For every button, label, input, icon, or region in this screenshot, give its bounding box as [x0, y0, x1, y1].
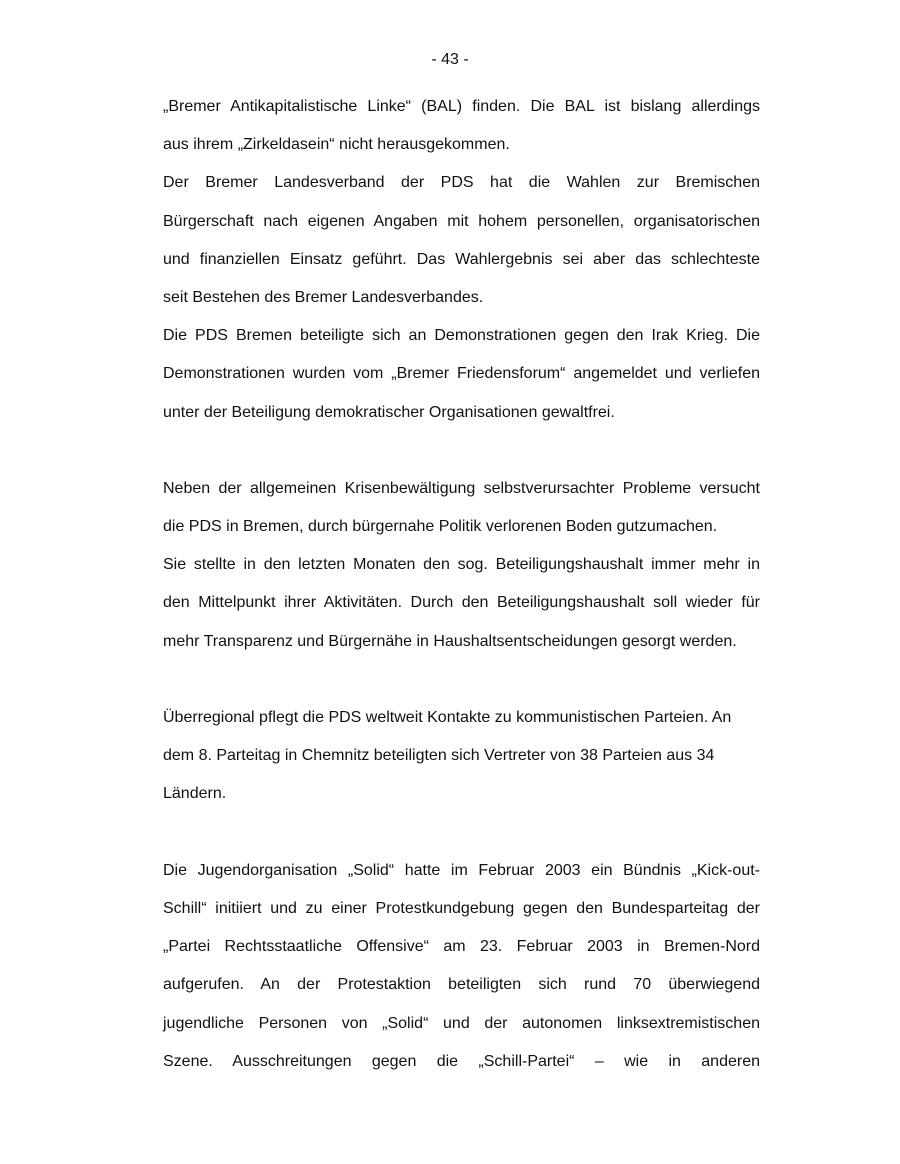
text-line: Neben der allgemeinen Krisenbewältigung selbstverursachter Probleme versucht [163, 479, 760, 497]
blank-line [163, 661, 760, 699]
text-line: Szene. Ausschreitungen gegen die „Schill-Partei“ – wie in anderen [163, 1052, 760, 1070]
text-line: Demonstrationen wurden vom „Bremer Friedensforum“ angemeldet und verliefen [163, 365, 760, 383]
text-line: „Bremer Antikapitalistische Linke“ (BAL) finden. Die BAL ist bislang allerdings [163, 98, 760, 115]
text-line: und finanziellen Einsatz geführt. Das Wahlergebnis sei aber das schlechteste [163, 250, 760, 268]
text-line: jugendliche Personen von „Solid“ und der autonomen linksextremistischen [163, 1014, 760, 1032]
text-line: dem 8. Parteitag in Chemnitz beteiligten sich Vertreter von 38 Parteien aus 34 [163, 747, 715, 765]
text-line: „Partei Rechtsstaatliche Offensive“ am 23. Februar 2003 in Bremen-Nord [163, 938, 760, 956]
text-line: Der Bremer Landesverband der PDS hat die Wahlen zur Bremischen [163, 174, 760, 192]
text-line: seit Bestehen des Bremer Landesverbandes. [163, 288, 484, 306]
text-line: die PDS in Bremen, durch bürgernahe Politik verlorenen Boden gutzumachen. [163, 518, 718, 536]
text-line: den Mittelpunkt ihrer Aktivitäten. Durch den Beteiligungshaushalt soll wieder für [163, 594, 760, 612]
text-line: mehr Transparenz und Bürgernähe in Haushaltsentscheidungen gesorgt werden. [163, 632, 737, 650]
text-line: aufgerufen. An der Protestaktion beteiligten sich rund 70 überwiegend [163, 976, 760, 994]
text-line: Überregional pflegt die PDS weltweit Kontakte zu kommunistischen Parteien. An [163, 709, 732, 726]
text-line: Schill“ initiiert und zu einer Protestkundgebung gegen den Bundesparteitag der [163, 899, 760, 917]
text-line: aus ihrem „Zirkeldasein“ nicht herausgekommen. [163, 136, 510, 154]
document-body [163, 88, 760, 1081]
text-line: Die PDS Bremen beteiligte sich an Demonstrationen gegen den Irak Krieg. Die [163, 327, 760, 345]
text-line: Bürgerschaft nach eigenen Angaben mit hohem personellen, organisatorischen [163, 212, 760, 230]
blank-line [163, 432, 760, 470]
page-number: - 43 - [431, 51, 469, 68]
text-line: Sie stellte in den letzten Monaten den sog. Beteiligungshaushalt immer mehr in [163, 556, 760, 574]
blank-line [163, 814, 760, 852]
text-line: Ländern. [163, 785, 227, 803]
text-line: unter der Beteiligung demokratischer Organisationen gewaltfrei. [163, 403, 615, 421]
text-line: Die Jugendorganisation „Solid“ hatte im Februar 2003 ein Bündnis „Kick-out- [163, 861, 760, 879]
